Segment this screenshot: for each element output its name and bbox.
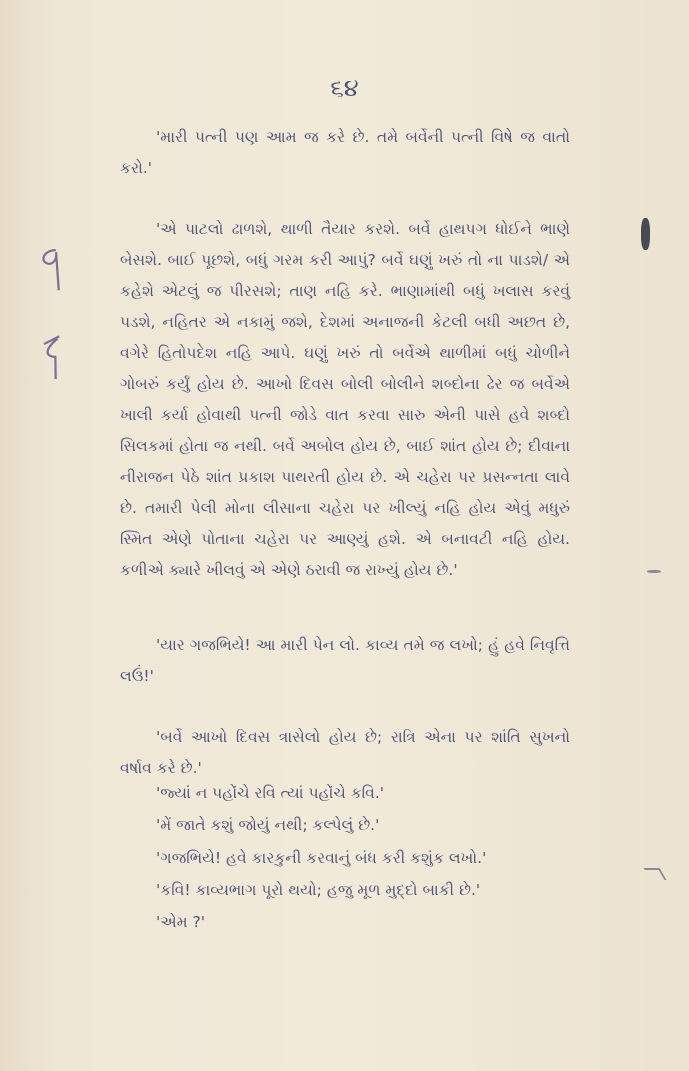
- paragraph-text: 'જ્યાં ન પહોંચે રવિ ત્યાં પહોંચે કવિ.': [156, 784, 385, 802]
- paragraph-text: 'કવિ! કાવ્યભાગ પૂરો થયો; હજુ મૂળ મુદ્દો બાકી છે.': [156, 881, 481, 899]
- paragraph-5: [120, 778, 570, 809]
- paragraph-text: 'યાર ગજભિયે! આ મારી પેન લો. કાવ્ય તમે જ લખો; હું હવે નિવૃત્તિ લઉં!': [120, 636, 570, 685]
- paragraph-7: [120, 843, 570, 874]
- paragraph-text: 'એ પાટલો ઢાળશે, થાળી તૈયાર કરશે. બર્વે હાથપગ ધોઈને ભાણે બેસશે. બાઈ પૂછશે, બધું ગરમ કરી આપું? બર્વે ઘણું ખરું તો ના પાડશે/ એ કહેશે એટલું જ પીરસશે; તાણ નહિ કરે. ભાણામાંથી બધું ખલાસ કરવું પડશે, નહિતર એ નકામું જશે, દેશમાં અનાજની કેટલી બધી અછત છે, વગેરે હિતોપદેશ નહિ આપે. ઘણું ખરું તો બર્વેએ થાળીમાં બધું ચોળીને ગોબરું કર્યું હોય છે. આખો દિવસ બોલી બોલીને શબ્દોના ઢેર જ બર્વેએ ખાલી કર્યા હોવાથી પત્ની જોડે વાત કરવા સારુ એની પાસે હવે શબ્દો સિલકમાં હોતા જ નથી. બર્વે અબોલ હોય છે, બાઈ શાંત હોય છે; દીવાના નીરાજન પેઠે શાંત પ્રકાશ પાથરતી હોય છે. એ ચહેરા પર પ્રસન્નતા લાવે છે. તમારી પેલી મોના લીસાના ચહેરા પર ખીલ્યું નહિ હોય એવું મધુરું સ્મિત એણે પોતાના ચહેરા પર આણ્યું હશે. એ બનાવટી નહિ હોય. કળીએ ક્યારે ખીલવું એ એણે ઠરાવી જ રાખ્યું હોય છે.': [120, 220, 570, 579]
- paragraph-text: 'બર્વે આખો દિવસ ત્રાસેલો હોય છે; રાત્રિ એના પર શાંતિ સુખનો વર્ષાવ કરે છે.': [120, 728, 570, 777]
- paragraph-2: [120, 214, 570, 586]
- page-number: ૬૪: [330, 74, 359, 102]
- paragraph-9: [120, 907, 570, 938]
- pencil-margin-mark: [37, 332, 73, 395]
- paragraph-text: 'મારી પત્ની પણ આમ જ કરે છે. તમે બર્વેની પત્ની વિષે જ વાતો કરો.': [120, 128, 570, 177]
- paragraph-3: [120, 630, 570, 692]
- paragraph-1: [120, 122, 570, 184]
- page-edge-mark: [644, 868, 667, 880]
- paragraph-text: 'ગજભિયે! હવે કારકુની કરવાનું બંધ કરી કશુંક લખો.': [156, 849, 487, 867]
- paragraph-4: [120, 722, 570, 784]
- paragraph-text: 'એમ ?': [156, 913, 205, 931]
- page-edge-mark: [647, 570, 661, 573]
- paragraph-8: [120, 875, 570, 906]
- pencil-margin-mark: [33, 243, 73, 307]
- paragraph-6: [120, 810, 570, 841]
- page-edge-mark: [641, 218, 650, 250]
- paragraph-text: 'મેં જાતે કશું જોયું નથી; કલ્પેલું છે.': [156, 816, 380, 834]
